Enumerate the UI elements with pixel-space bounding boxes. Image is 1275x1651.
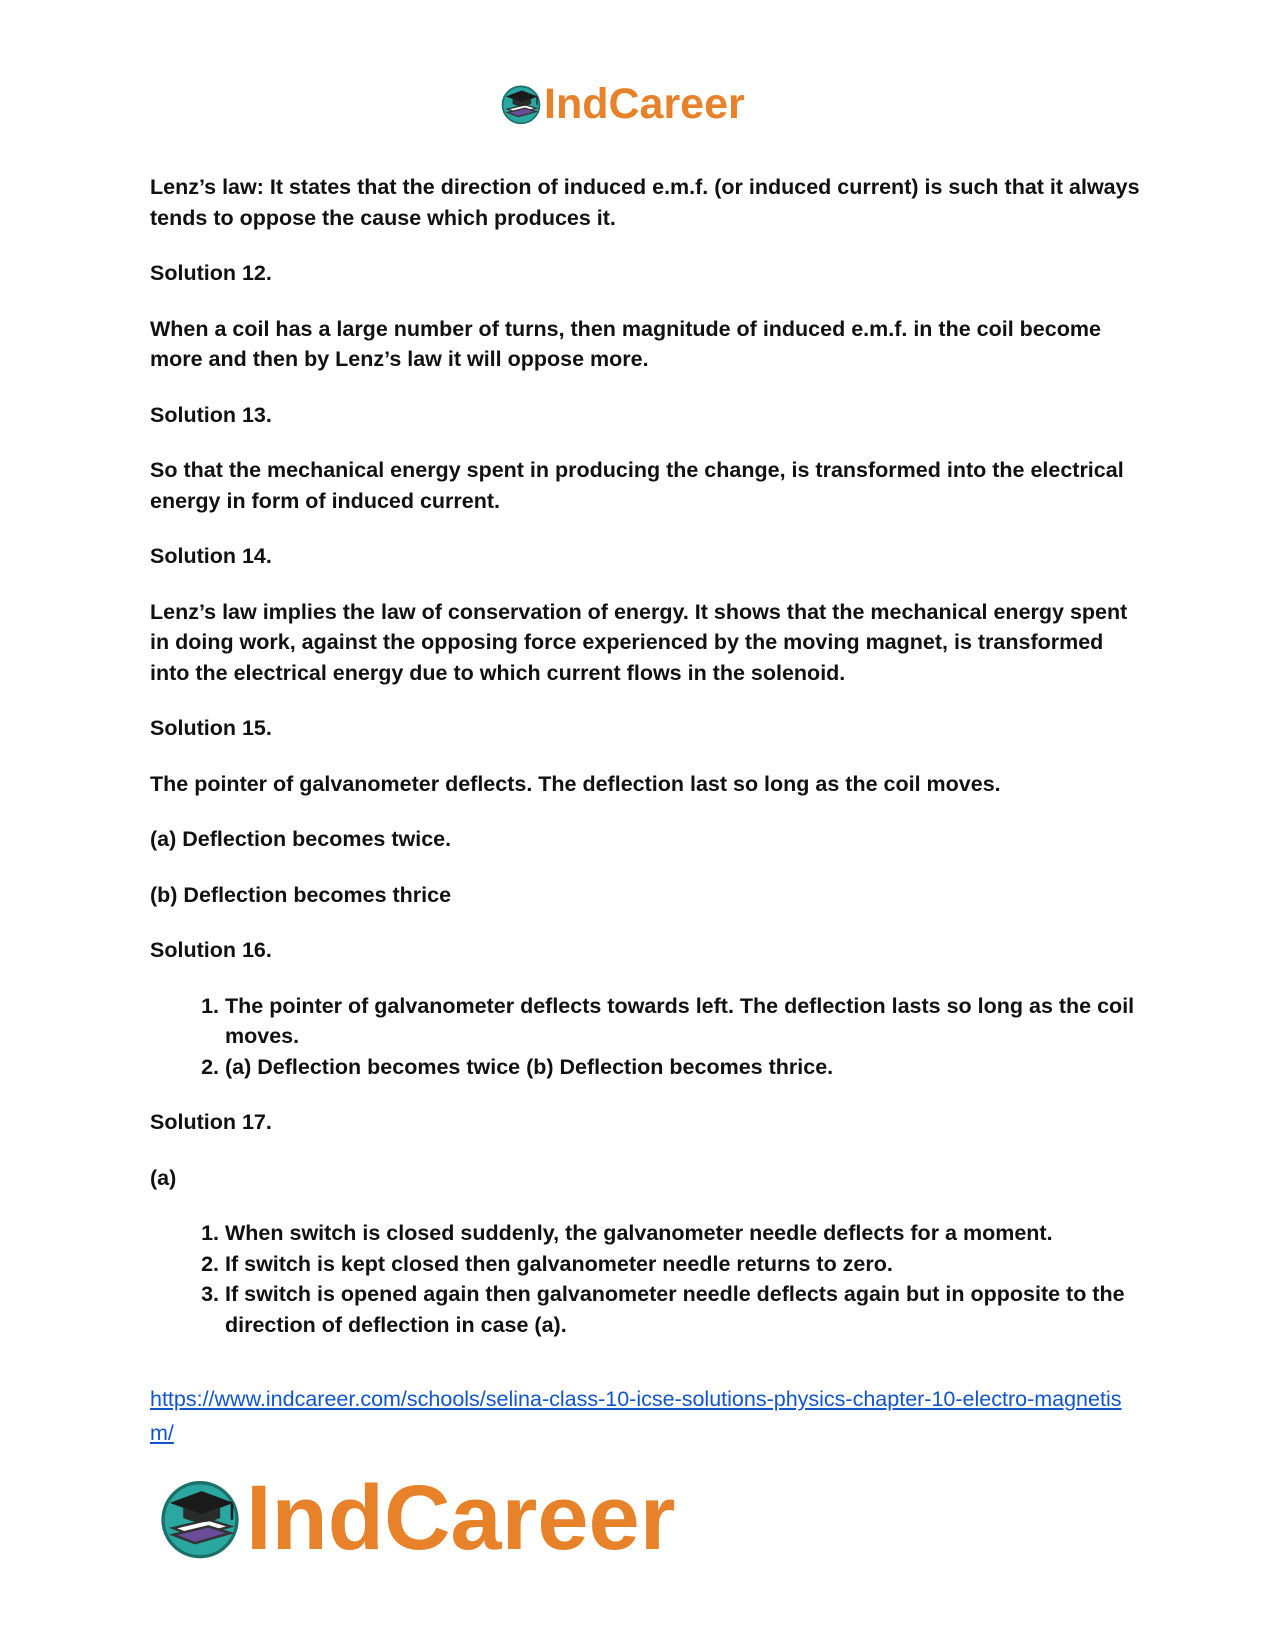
solution-17-heading: Solution 17.	[150, 1110, 272, 1134]
solution-15-part-a: (a) Deflection becomes twice.	[150, 827, 452, 851]
solution-14-heading: Solution 14.	[150, 544, 272, 568]
solution-14-text: Lenz’s law implies the law of conservation of energy. It shows that the mechanical energy spent in doing work, against the opposing force experienced by the moving magnet, is transformed into the electrical energy due to which current flows in the solenoid.	[150, 599, 1128, 685]
solution-13-heading: Solution 13.	[150, 402, 272, 427]
logo-text: IndCareer	[246, 1467, 676, 1569]
solution-17-part-a: (a)	[150, 1165, 177, 1190]
footer-logo	[158, 1468, 676, 1568]
graduation-cap-book-globe-icon	[158, 1476, 242, 1560]
list-item: 1. When switch is closed suddenly, the galvanometer needle deflects for a moment.	[225, 1218, 1140, 1249]
list-item: 2. (a) Deflection becomes twice (b) Deflection becomes thrice.	[225, 1052, 1140, 1083]
solution-16-heading: Solution 16.	[150, 938, 272, 962]
solution-15-text: The pointer of galvanometer deflects. The deflection last so long as the coil moves.	[150, 771, 1001, 796]
solution-16-list	[150, 991, 1140, 1083]
solution-15-heading: Solution 15.	[150, 716, 272, 740]
list-item: 1. The pointer of galvanometer deflects towards left. The deflection lasts so long as the coil moves.	[225, 991, 1140, 1052]
graduation-cap-book-globe-icon	[500, 83, 542, 125]
list-item: 2. If switch is kept closed then galvanometer needle returns to zero.	[225, 1249, 1140, 1280]
solution-12-heading: Solution 12.	[150, 261, 272, 285]
logo-text: IndCareer	[544, 80, 745, 128]
source-url-link[interactable]: https://www.indcareer.com/schools/selina-class-10-icse-solutions-physics-chapter-10-electro-magnetism/	[150, 1387, 1122, 1445]
solution-17-list	[150, 1218, 1140, 1340]
solution-13-text: So that the mechanical energy spent in producing the change, is transformed into the electrical energy in form of induced current.	[150, 458, 1124, 513]
solution-12-text: When a coil has a large number of turns, then magnitude of induced e.m.f. in the coil become more and then by Lenz’s law it will oppose more.	[150, 316, 1101, 371]
document-body	[150, 172, 1140, 1365]
list-item: 3. If switch is opened again then galvanometer needle deflects again but in opposite to the direction of deflection in case (a).	[225, 1279, 1140, 1340]
header-logo	[500, 78, 745, 130]
solution-15-part-b: (b) Deflection becomes thrice	[150, 882, 452, 907]
lenz-law-paragraph: Lenz’s law: It states that the direction of induced e.m.f. (or induced current) is such that it always tends to oppose the cause which produces it.	[150, 175, 1140, 230]
